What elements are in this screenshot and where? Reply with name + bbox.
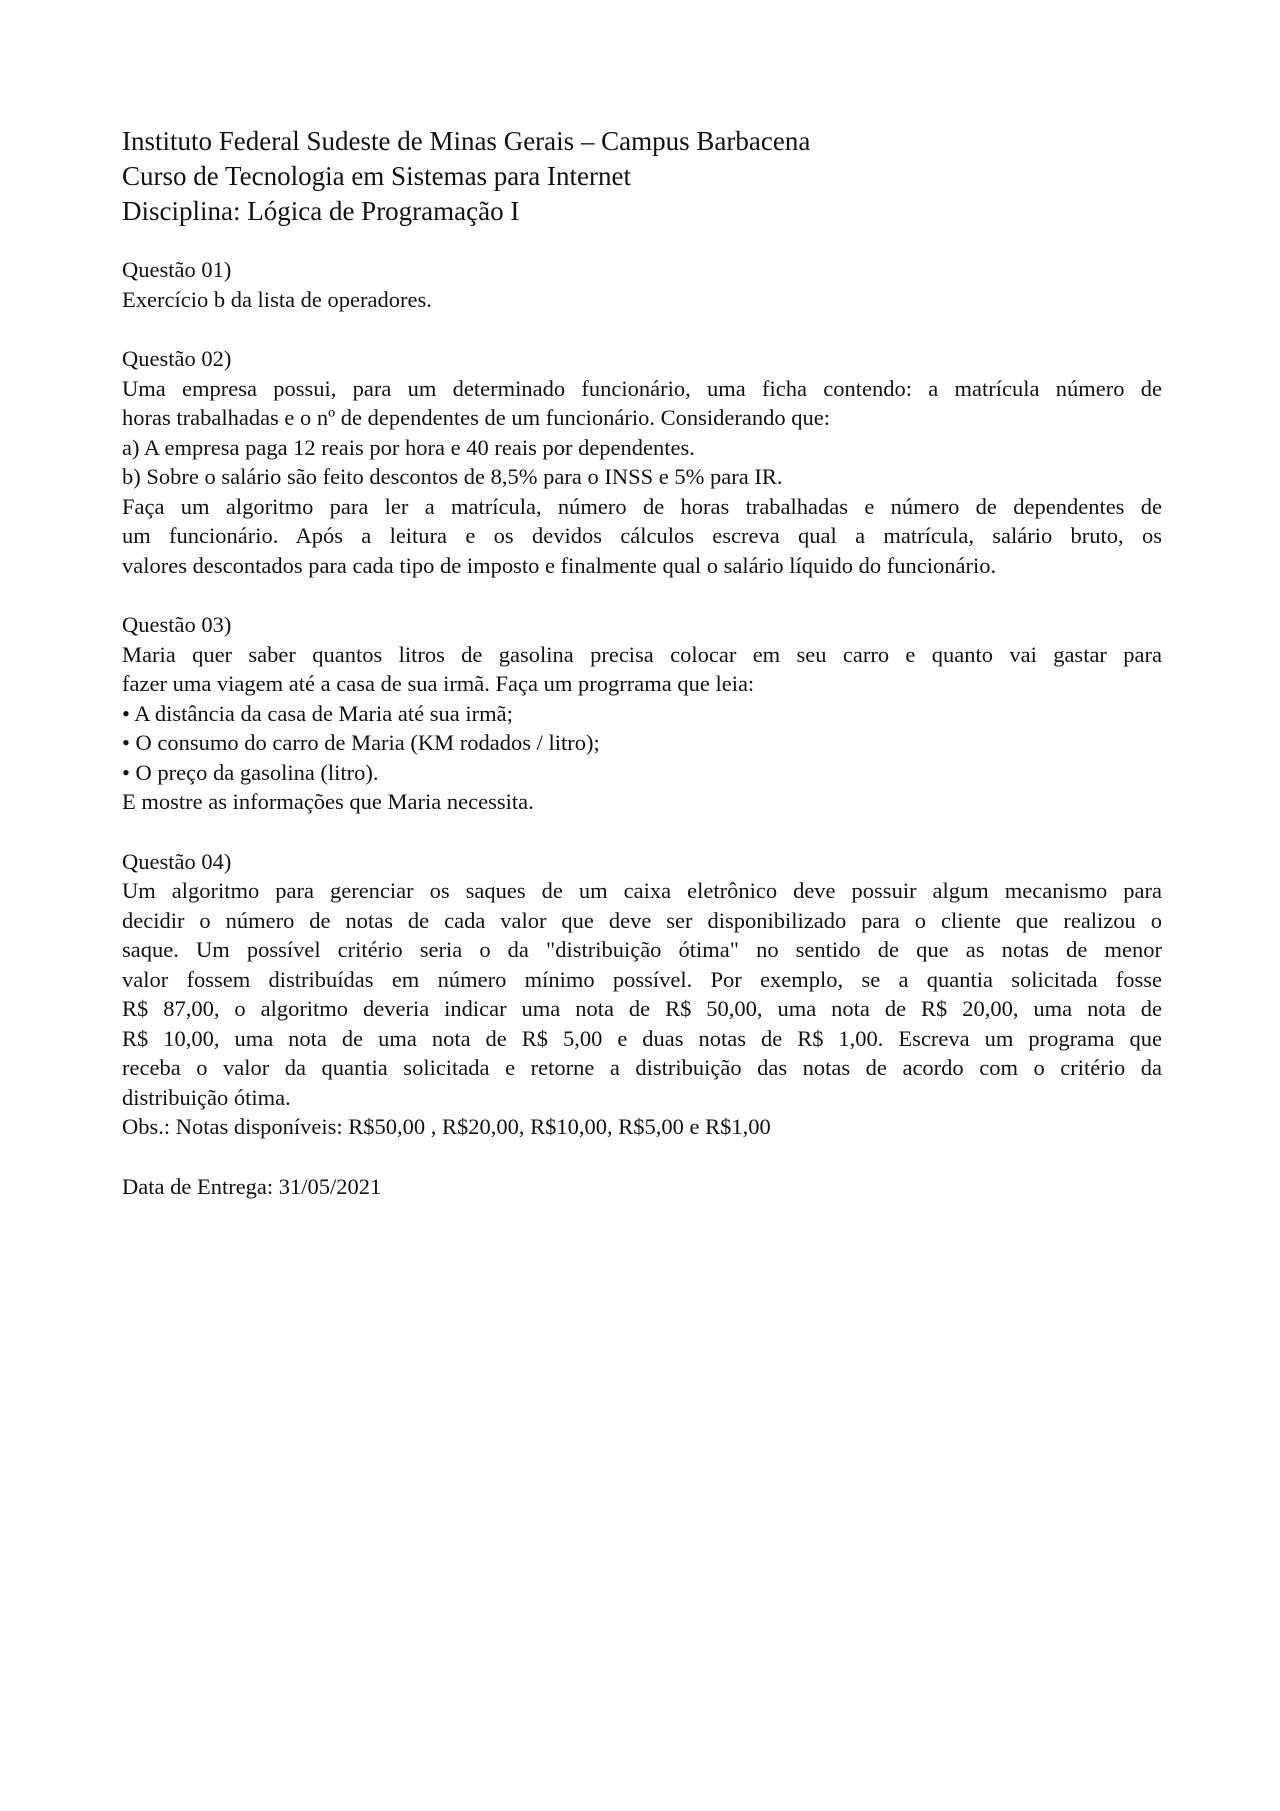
document-header [122, 124, 1162, 229]
question-title: Questão 02) [122, 346, 232, 371]
question-text-line: receba o valor da quantia solicitada e retorne a distribuição das notas de acordo com o critério da [122, 1055, 1162, 1080]
question-text-line: R$ 87,00, o algoritmo deveria indicar uma nota de R$ 50,00, uma nota de R$ 20,00, uma nota de [122, 996, 1162, 1021]
question-text-line: Faça um algoritmo para ler a matrícula, número de horas trabalhadas e número de dependentes de [122, 493, 1162, 519]
question-title: Questão 03) [122, 612, 232, 637]
question-text-line: • O preço da gasolina (litro). [122, 759, 379, 785]
question-text-line: Maria quer saber quantos litros de gasolina precisa colocar em seu carro e quanto vai gastar para [122, 641, 1162, 667]
question-text-line: um funcionário. Após a leitura e os devidos cálculos escreva qual a matrícula, salário bruto, os [122, 523, 1162, 548]
question-04 [122, 847, 1162, 1142]
question-text-line: Obs.: Notas disponíveis: R$50,00 , R$20,00, R$10,00, R$5,00 e R$1,00 [122, 1114, 771, 1139]
question-text-line: saque. Um possível critério seria o da "distribuição ótima" no sentido de que as notas de menor [122, 937, 1162, 962]
question-01 [122, 255, 1162, 314]
course-name: Curso de Tecnologia em Sistemas para Internet [122, 161, 631, 191]
question-02 [122, 344, 1162, 580]
question-text-line: fazer uma viagem até a casa de sua irmã. Faça um progrrama que leia: [122, 671, 755, 696]
deadline-text: Data de Entrega: 31/05/2021 [122, 1173, 382, 1199]
question-text-line: a) A empresa paga 12 reais por hora e 40 reais por dependentes. [122, 434, 695, 460]
question-title: Questão 01) [122, 257, 232, 282]
discipline-name: Disciplina: Lógica de Programação I [122, 196, 520, 226]
question-text-line: R$ 10,00, uma nota de uma nota de R$ 5,00 e duas notas de R$ 1,00. Escreva um programa que [122, 1025, 1162, 1051]
question-text-line: decidir o número de notas de cada valor que deve ser disponibilizado para o cliente que realizou o [122, 907, 1162, 933]
questions-list [122, 255, 1162, 1142]
document-page [122, 124, 1162, 1201]
question-text-line: • A distância da casa de Maria até sua irmã; [122, 700, 513, 726]
question-text-line: distribuição ótima. [122, 1084, 291, 1110]
question-text-line: • O consumo do carro de Maria (KM rodados / litro); [122, 730, 600, 755]
question-title: Questão 04) [122, 848, 232, 874]
question-text-line: horas trabalhadas e o nº de dependentes de um funcionário. Considerando que: [122, 405, 831, 430]
question-text-line: b) Sobre o salário são feito descontos de 8,5% para o INSS e 5% para IR. [122, 464, 783, 489]
question-text-line: Uma empresa possui, para um determinado funcionário, uma ficha contendo: a matrícula número de [122, 375, 1162, 401]
question-text-line: E mostre as informações que Maria necessita. [122, 789, 534, 814]
question-03 [122, 610, 1162, 817]
institution-name: Instituto Federal Sudeste de Minas Gerais – Campus Barbacena [122, 126, 811, 156]
question-text-line: Exercício b da lista de operadores. [122, 286, 432, 312]
question-text-line: valor fossem distribuídas em número mínimo possível. Por exemplo, se a quantia solicitada fosse [122, 966, 1162, 992]
question-text-line: valores descontados para cada tipo de imposto e finalmente qual o salário líquido do funcionário. [122, 552, 997, 578]
question-text-line: Um algoritmo para gerenciar os saques de um caixa eletrônico deve possuir algum mecanismo para [122, 878, 1162, 903]
